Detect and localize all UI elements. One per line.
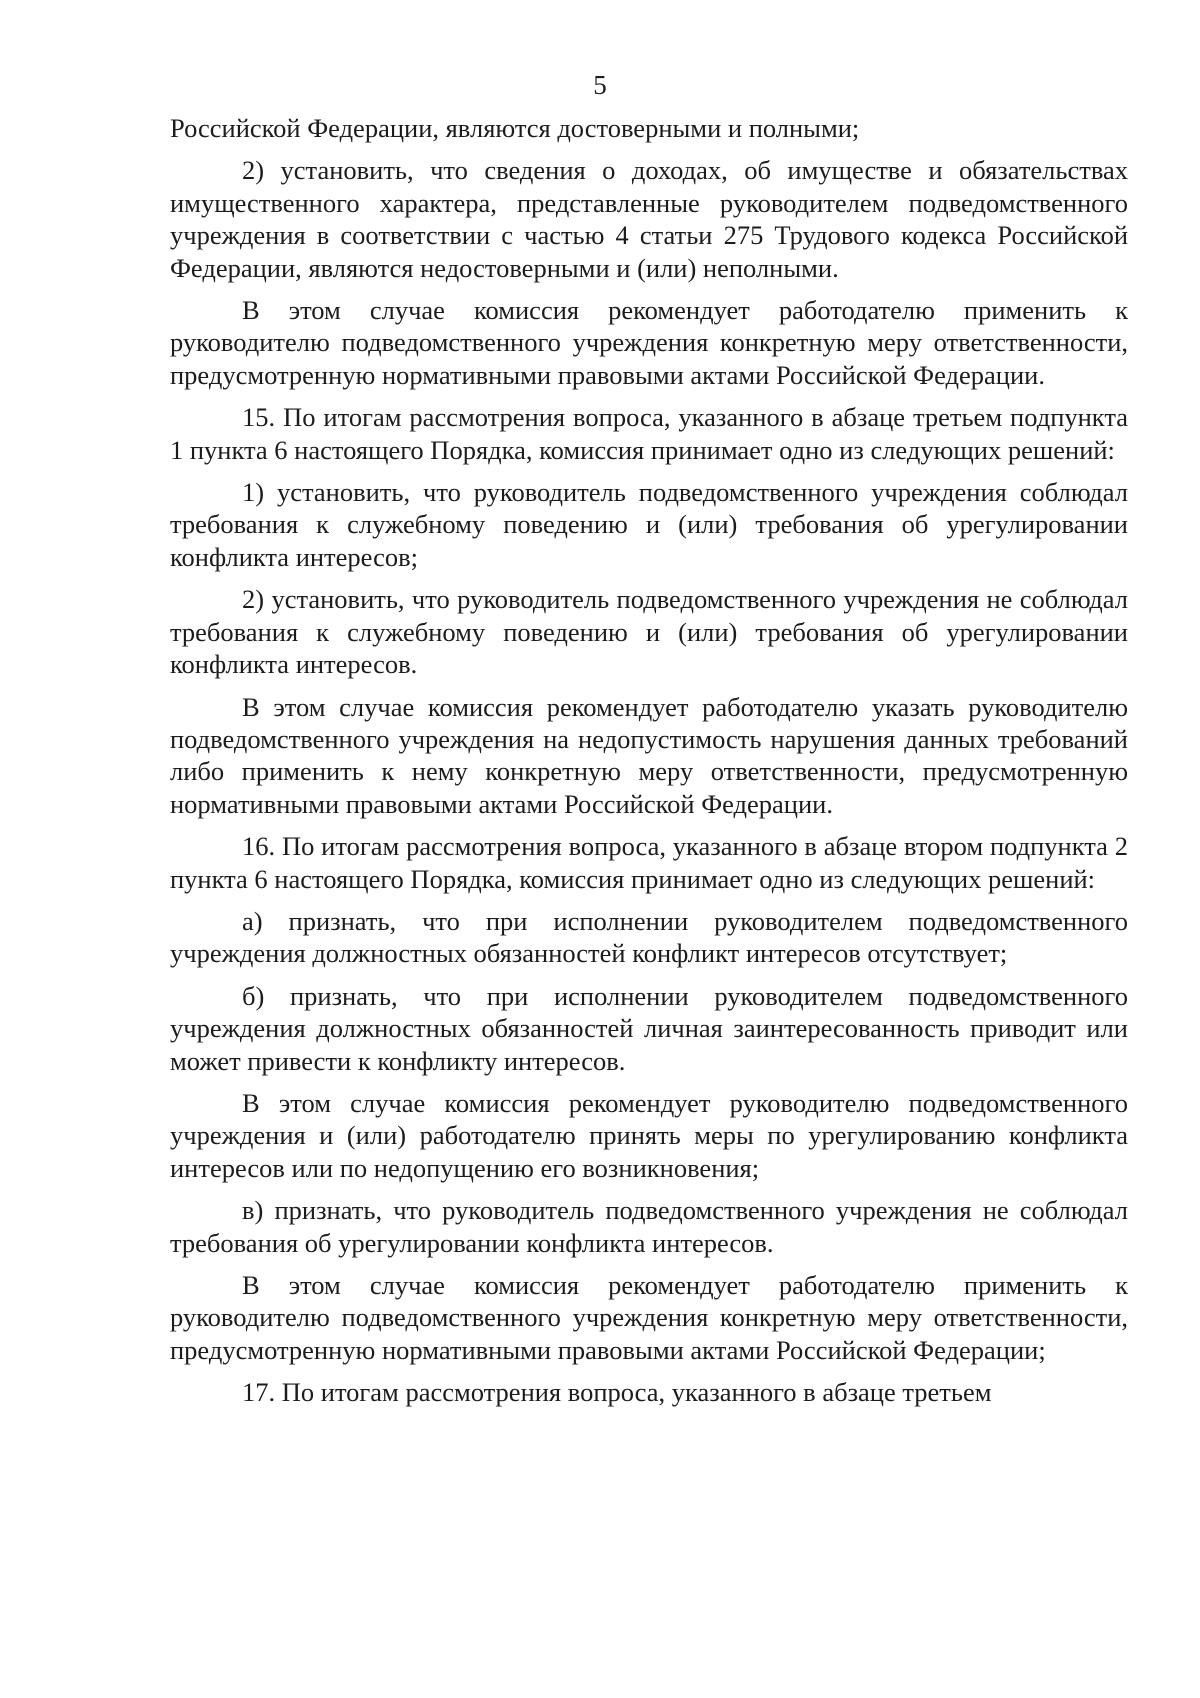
paragraph-section-16-item-b: б) признать, что при исполнении руководителем подведомственного учреждения должностных обязанностей личная заинтересованность приводит или может привести к конфликту интересов. [170, 980, 1128, 1076]
paragraph-section-16-item-b-consequence: В этом случае комиссия рекомендует руководителю подведомственного учреждения и (или) работодателю принять меры по урегулированию конфликта интересов или по недопущению его возникновения; [170, 1087, 1128, 1183]
paragraph-section-15: 15. По итогам рассмотрения вопроса, указанного в абзаце третьем подпункта 1 пункта 6 настоящего Порядка, комиссия принимает одно из следующих решений: [170, 402, 1128, 465]
paragraph-section-15-item-2: 2) установить, что руководитель подведомственного учреждения не соблюдал требования к служебному поведению и (или) требования об урегулировании конфликта интересов. [170, 584, 1128, 680]
paragraph-section-15-item-1: 1) установить, что руководитель подведомственного учреждения соблюдал требования к служебному поведению и (или) требования об урегулировании конфликта интересов; [170, 477, 1128, 572]
page-number: 5 [593, 70, 607, 100]
paragraph-section-16-item-v: в) признать, что руководитель подведомственного учреждения не соблюдал требования об урегулировании конфликта интересов. [170, 1195, 1128, 1258]
paragraph-section-16: 16. По итогам рассмотрения вопроса, указанного в абзаце втором подпункта 2 пункта 6 настоящего Порядка, комиссия принимает одно из следующих решений: [170, 831, 1128, 894]
paragraph-item-2-inaccurate-info: 2) установить, что сведения о доходах, об имуществе и обязательствах имущественного характера, представленные руководителем подведомственного учреждения в соответствии с частью 4 статьи 275 Трудового кодекса Российской Федерации, являются недостоверными и (или) неполными. [170, 155, 1128, 283]
paragraph-consequence-responsibility: В этом случае комиссия рекомендует работодателю применить к руководителю подведомственного учреждения конкретную меру ответственности, предусмотренную нормативными правовыми актами Российской Федерации. [170, 295, 1128, 390]
paragraph-section-16-item-v-consequence: В этом случае комиссия рекомендует работодателю применить к руководителю подведомственного учреждения конкретную меру ответственности, предусмотренную нормативными правовыми актами Российской Федерации; [170, 1270, 1128, 1365]
paragraph-section-17: 17. По итогам рассмотрения вопроса, указанного в абзаце третьем [242, 1377, 992, 1408]
paragraph-section-16-item-a: а) признать, что при исполнении руководителем подведомственного учреждения должностных обязанностей конфликт интересов отсутствует; [170, 905, 1128, 969]
paragraph-section-15-consequence: В этом случае комиссия рекомендует работодателю указать руководителю подведомственного учреждения на недопустимость нарушения данных требований либо применить к нему конкретную меру ответственности, предусмотренную нормативными правовыми актами Российской Федерации. [170, 691, 1128, 819]
paragraph-continuation: Российской Федерации, являются достоверными и полными; [170, 113, 860, 143]
document-body [170, 112, 1128, 1409]
